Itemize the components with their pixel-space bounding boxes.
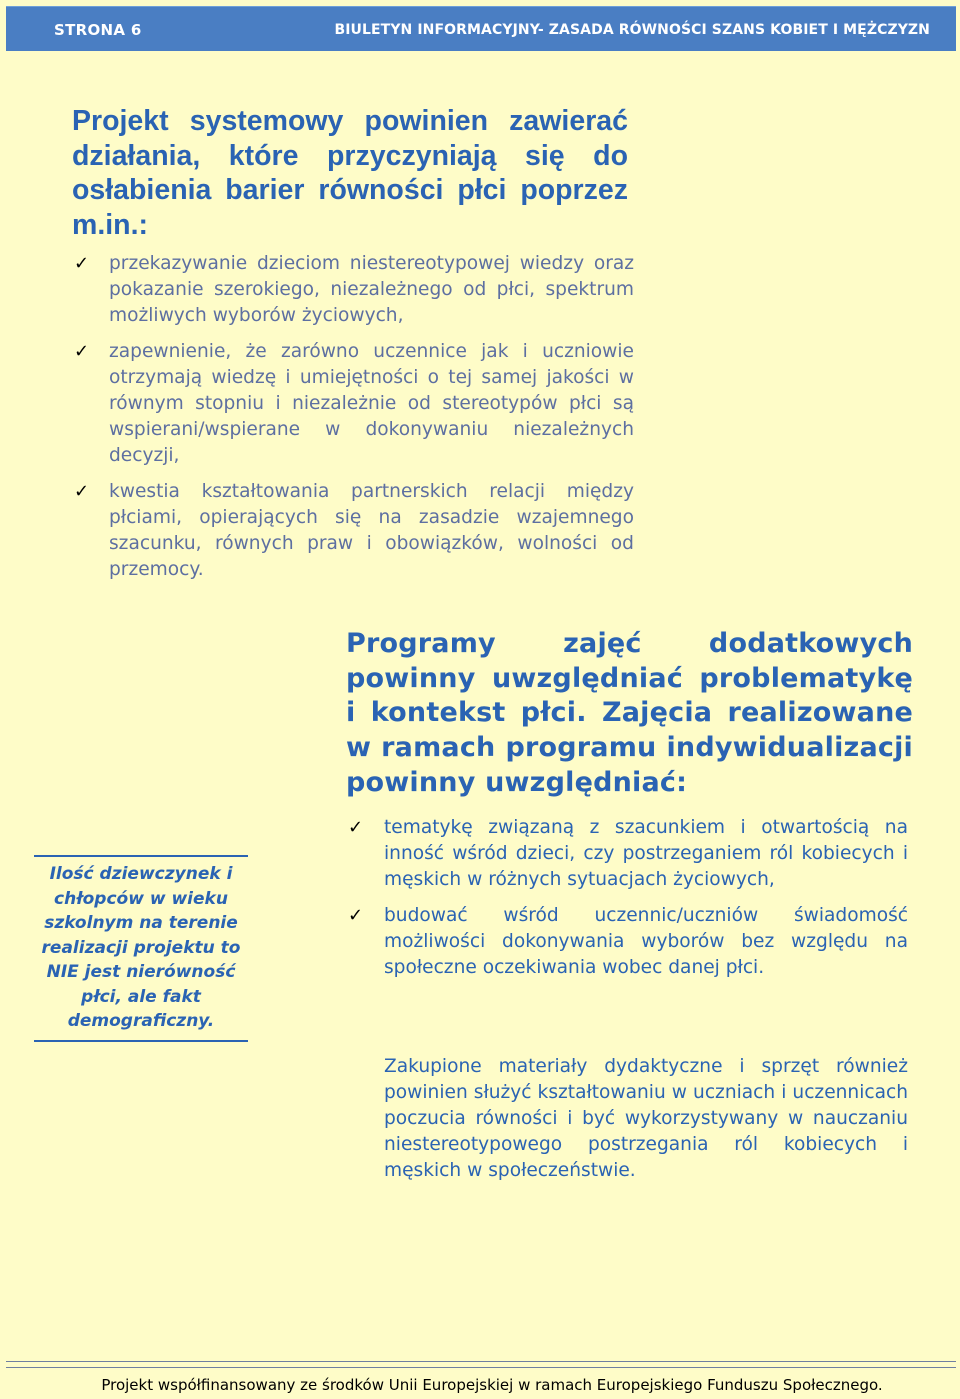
list-item (346, 903, 908, 981)
page-number: STRONA 6 (54, 21, 142, 39)
list-item (72, 339, 634, 469)
list-item-text: zapewnienie, że zarówno uczennice jak i uczniowie otrzymają wiedzę i umiejętności o tej samej jakości w równym stopniu i niezależnie od stereotypów płci są wspierani/wspierane w dokonywaniu niezależnych decyzji, (109, 341, 634, 466)
check-icon: ✓ (74, 341, 90, 362)
section2-heading: Programy zajęć dodatkowych powinny uwzględniać problematykę i kontekst płci. Zajęcia realizowane w ramach programu indywidualizacji powinny uwzględniać: (346, 628, 913, 798)
bulletin-title: BIULETYN INFORMACYJNY- ZASADA RÓWNOŚCI SZANS KOBIET I MĘŻCZYZN (334, 22, 930, 38)
section1-list (72, 251, 634, 593)
check-icon: ✓ (74, 253, 90, 274)
list-item-text: tematykę związaną z szacunkiem i otwartością na inność wśród dzieci, czy postrzeganiem ról kobiecych i męskich w różnych sytuacjach życiowych, (384, 817, 908, 890)
materials-paragraph: Zakupione materiały dydaktyczne i sprzęt również powinien służyć kształtowaniu w uczniach i uczennicach poczucia równości i być wykorzystywany w nauczaniu niestereotypowego postrzegania ról kobiecych i męskich w społeczeństwie. (384, 1056, 908, 1181)
page-header-bar (6, 6, 956, 51)
list-item-text: przekazywanie dzieciom niestereotypowej wiedzy oraz pokazanie szerokiego, niezależnego od płci, spektrum możliwych wyborów życiowych, (109, 253, 634, 326)
list-item (346, 815, 908, 893)
list-item (72, 479, 634, 583)
section2-list (346, 815, 908, 991)
section1-heading: Projekt systemowy powinien zawierać działania, które przyczyniają się do osłabienia barier równości płci poprzez m.in.: (72, 105, 628, 241)
check-icon: ✓ (348, 817, 364, 838)
footer-divider (6, 1361, 956, 1368)
footer-text: Projekt współfinansowany ze środków Unii Europejskiej w ramach Europejskiego Funduszu Społecznego. (101, 1376, 883, 1394)
callout-box (34, 855, 248, 1042)
list-item-text: budować wśród uczennic/uczniów świadomość możliwości dokonywania wyborów bez względu na społeczne oczekiwania wobec danej płci. (384, 905, 908, 978)
list-item-text: kwestia kształtowania partnerskich relacji między płciami, opierających się na zasadzie wzajemnego szacunku, równych praw i obowiązków, wolności od przemocy. (109, 481, 634, 580)
check-icon: ✓ (348, 905, 364, 926)
list-item (72, 251, 634, 329)
check-icon: ✓ (74, 481, 90, 502)
callout-text: Ilość dziewczynek i chłopców w wieku szkolnym na terenie realizacji projektu to NIE jest nierówność płci, ale fakt demograficzny. (41, 864, 241, 1031)
